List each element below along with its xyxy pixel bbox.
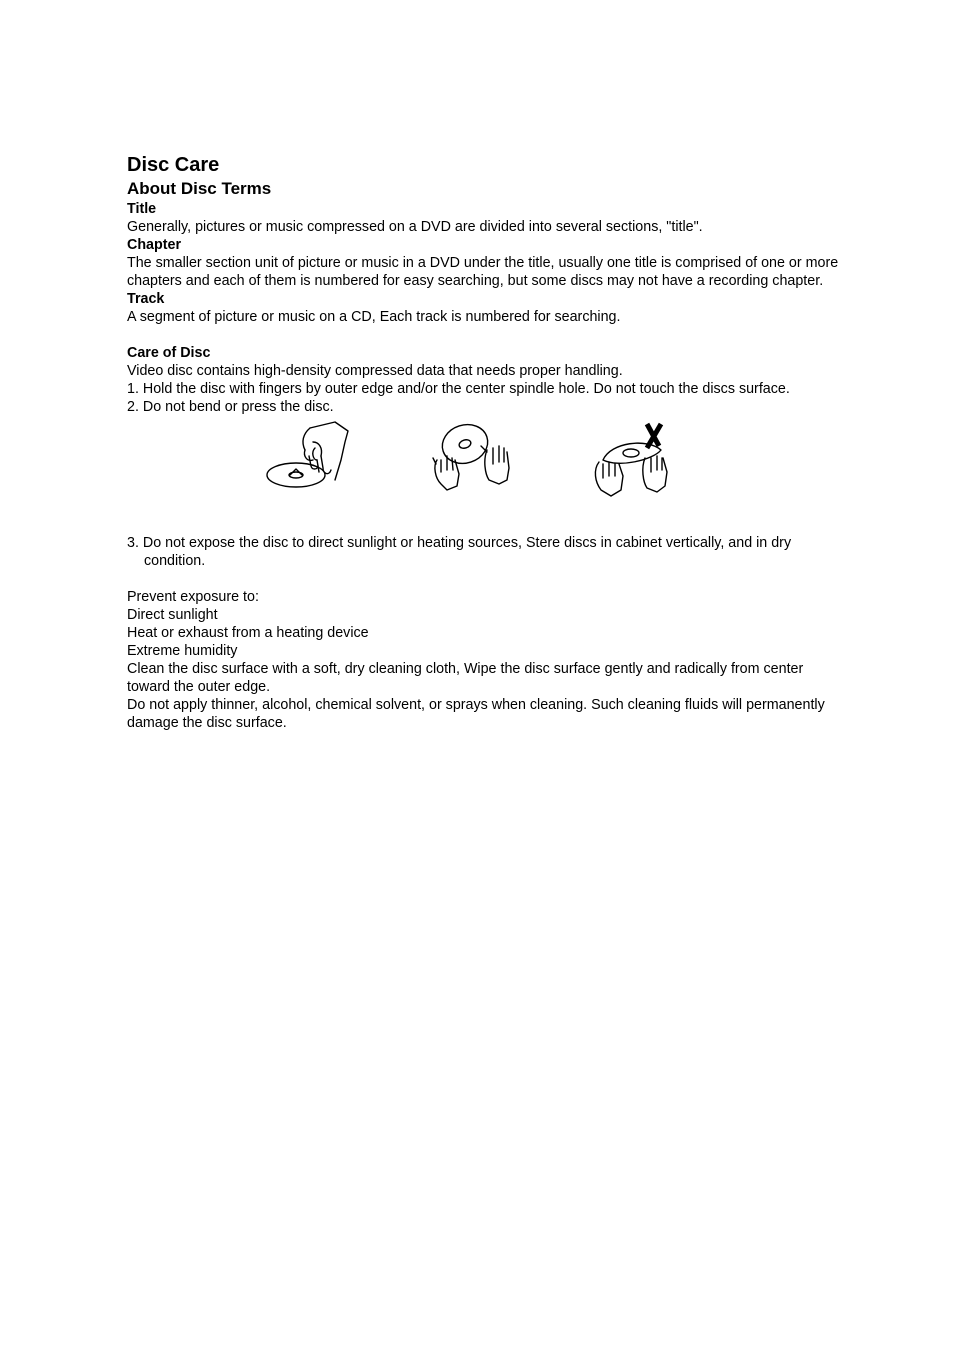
care-heading: Care of Disc — [127, 345, 211, 361]
prevent-item: Direct sunlight — [127, 607, 218, 623]
section-heading-disc-terms: About Disc Terms — [127, 179, 272, 198]
care-step-1: 1. Hold the disc with fingers by outer edge and/or the center spindle hole. Do not touch the discs surface. — [127, 381, 790, 397]
term-chapter-heading: Chapter — [127, 237, 182, 253]
spacer — [127, 570, 847, 588]
prevent-item: Extreme humidity — [127, 643, 238, 659]
cleaning-instruction: Clean the disc surface with a soft, dry cleaning cloth, Wipe the disc surface gently and radically from center toward the outer edge. — [127, 661, 804, 695]
two-hands-holding-disc-icon — [429, 420, 519, 494]
prevent-item: Heat or exhaust from a heating device — [127, 625, 369, 641]
document-page — [127, 152, 847, 732]
care-step-3: 3. Do not expose the disc to direct sunlight or heating sources, Stere discs in cabinet vertically, and in dry condition. — [127, 535, 792, 569]
prevent-heading: Prevent exposure to: — [127, 589, 259, 605]
care-step-2: 2. Do not bend or press the disc. — [127, 399, 334, 415]
term-track-definition: A segment of picture or music on a CD, Each track is numbered for searching. — [127, 309, 621, 325]
term-title-heading: Title — [127, 201, 157, 217]
term-title-definition: Generally, pictures or music compressed on a DVD are divided into several sections, "title". — [127, 219, 703, 235]
term-track-heading: Track — [127, 291, 165, 307]
page-title: Disc Care — [127, 154, 220, 176]
disc-handling-illustrations — [127, 416, 847, 534]
hand-holding-disc-edge-icon — [265, 420, 355, 494]
care-intro: Video disc contains high-density compressed data that needs proper handling. — [127, 363, 623, 379]
hands-bending-disc-crossed-icon — [591, 420, 681, 500]
term-chapter-definition: The smaller section unit of picture or music in a DVD under the title, usually one title is comprised of one or more chapters and each of them is numbered for easy searching, but some discs may not have a recording chapter. — [127, 255, 839, 289]
cleaning-warning: Do not apply thinner, alcohol, chemical solvent, or sprays when cleaning. Such cleaning fluids will permanently damage the disc surface. — [127, 697, 825, 731]
spacer — [127, 326, 847, 344]
